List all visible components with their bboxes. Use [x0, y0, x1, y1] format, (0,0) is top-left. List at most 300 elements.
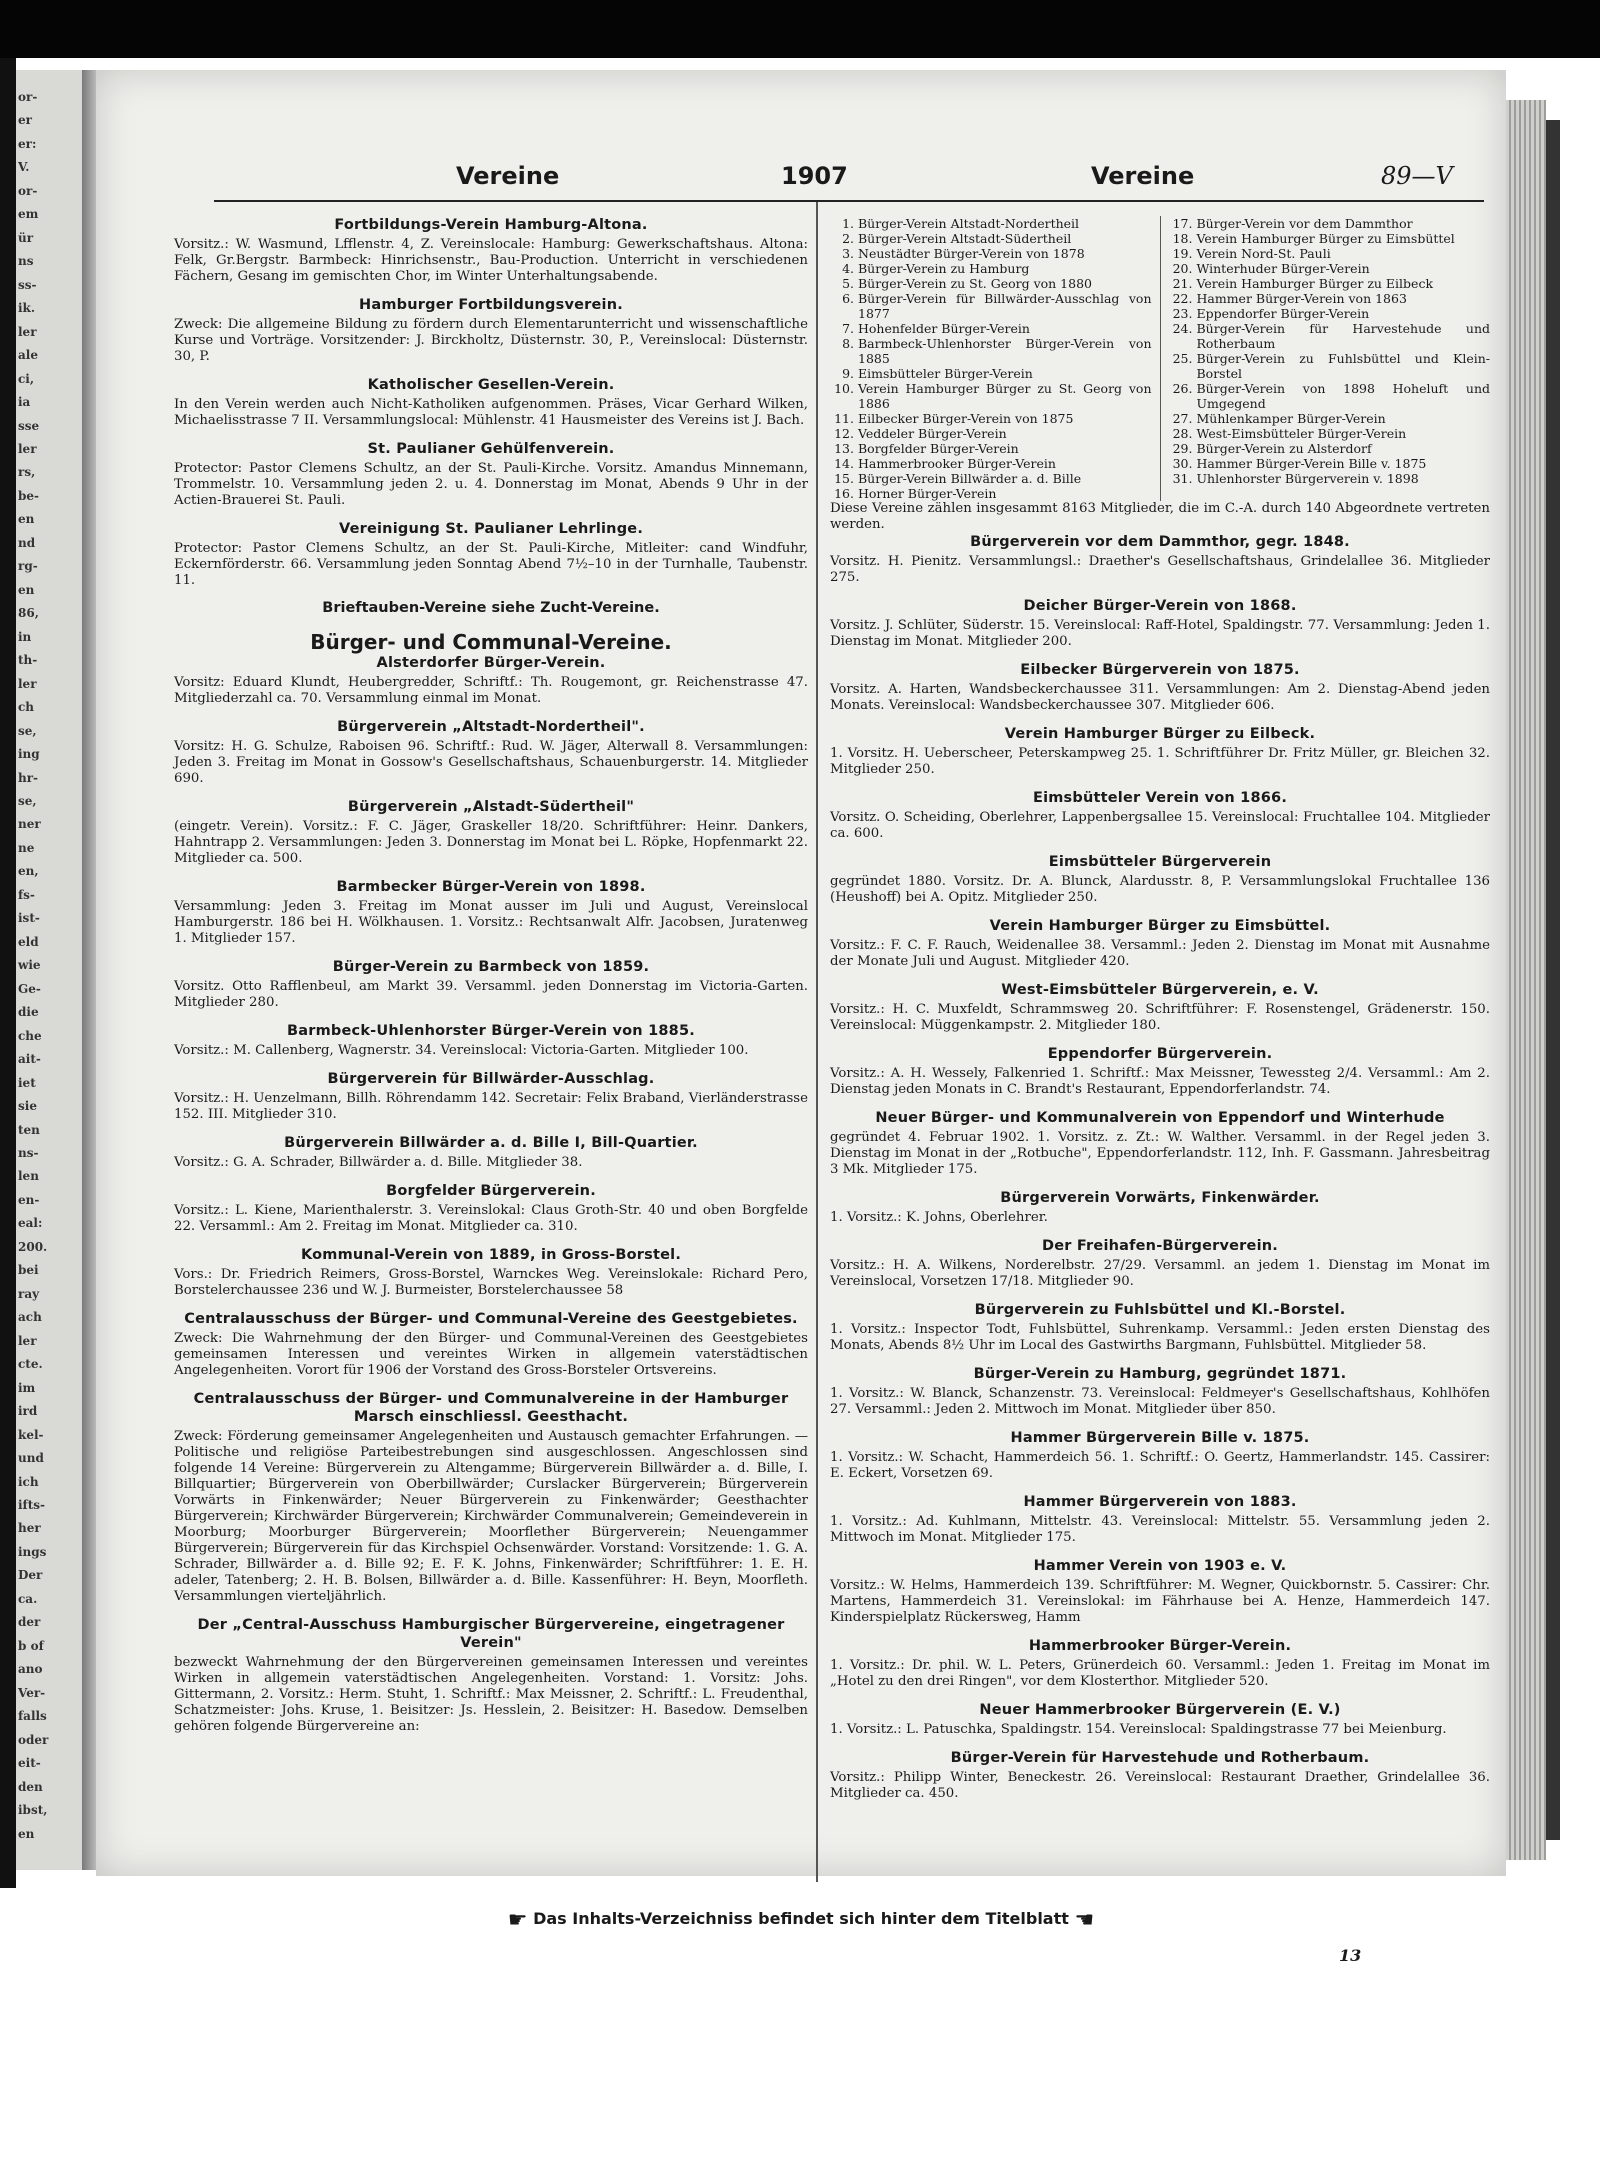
member-number: 2.	[842, 231, 854, 246]
member-number: 5.	[842, 276, 854, 291]
adjacent-page-fragment: or-	[18, 90, 38, 104]
member-list-item	[1169, 471, 1491, 486]
association-entry	[830, 725, 1490, 778]
scan-right-band	[1546, 120, 1560, 1840]
adjacent-page-fragment: ray	[18, 1287, 40, 1301]
member-name: Bürger-Verein zu St. Georg von 1880	[858, 276, 1092, 291]
association-text: Protector: Pastor Clemens Schultz, an der St. Pauli-Kirche. Vorsitz. Amandus Minnemann, Trommelstr. 10. Versammlung jeden 2. u. 4. Donnerstag im Monat, Abends 9 Uhr in der Actien-Brauerei St. Pauli.	[174, 461, 808, 508]
association-text: Vorsitz. J. Schlüter, Süderstr. 15. Vereinslocal: Raff-Hotel, Spaldingstr. 77. Versammlung: Jeden 1. Dienstag im Monat. Mitglieder 200.	[830, 618, 1490, 649]
association-title: Bürgerverein für Billwärder-Ausschlag.	[327, 1071, 655, 1087]
pointing-hand-right-icon: ☛	[507, 1908, 528, 1933]
association-entry	[174, 958, 808, 1011]
member-name: Hammerbrooker Bürger-Verein	[858, 456, 1056, 471]
association-entry	[174, 878, 808, 947]
adjacent-page-fragment: im	[18, 1381, 36, 1395]
printer-signature: 13	[1339, 1946, 1362, 1965]
association-entry	[174, 1310, 808, 1379]
member-list-item	[1169, 381, 1491, 411]
association-title: Neuer Bürger- und Kommunalverein von Eppendorf und Winterhude	[875, 1110, 1445, 1126]
association-text: 1. Vorsitz.: L. Patuschka, Spaldingstr. 154. Vereinslocal: Spaldingstrasse 77 bei Meienburg.	[830, 1722, 1447, 1737]
adjacent-page-fragment: ibst,	[18, 1803, 48, 1817]
scan-top-band	[0, 0, 1600, 58]
association-entry	[830, 1045, 1490, 1098]
association-text: Vorsitz. Otto Rafflenbeul, am Markt 39. Versamml. jeden Donnerstag im Victoria-Garten. Mitglieder 280.	[174, 979, 808, 1010]
right-column	[830, 216, 1490, 1813]
member-list-item	[830, 261, 1152, 276]
member-number: 25.	[1172, 351, 1193, 366]
member-name: Bürger-Verein Altstadt-Nordertheil	[858, 216, 1080, 231]
member-list-item	[830, 426, 1152, 441]
association-title: Hamburger Fortbildungsverein.	[359, 297, 623, 313]
adjacent-page-fragment: ale	[18, 348, 38, 362]
member-list-item	[830, 486, 1152, 501]
adjacent-page-fragment: ings	[18, 1545, 47, 1559]
member-name: Verein Hamburger Bürger zu St. Georg von 1886	[858, 381, 1152, 411]
association-text: Vorsitz.: H. Uenzelmann, Billh. Röhrendamm 142. Secretair: Felix Braband, Vierländerstrasse 152. III. Mitglieder 310.	[174, 1091, 808, 1122]
page-number: 89—V	[1381, 162, 1453, 190]
member-name: Bürger-Verein von 1898 Hoheluft und Umgegend	[1196, 381, 1490, 411]
member-name: Horner Bürger-Verein	[858, 486, 997, 501]
adjacent-page-fragment: ing	[18, 747, 40, 761]
member-number: 30.	[1172, 456, 1193, 471]
association-entry	[174, 520, 808, 589]
adjacent-page-fragment: ait-	[18, 1052, 41, 1066]
member-list-item	[830, 441, 1152, 456]
association-text: Vorsitz.: A. H. Wessely, Falkenried 1. Schriftf.: Max Meissner, Tewessteg 2/4. Versamml.: Am 2. Dienstag jeden Monats in C. Brandt's Restaurant, Eppendorferlandstr. 74.	[830, 1066, 1490, 1097]
member-name: Veddeler Bürger-Verein	[858, 426, 1007, 441]
member-list-item	[830, 231, 1152, 246]
association-text: Vorsitz.: F. C. F. Rauch, Weidenallee 38. Versamml.: Jeden 2. Dienstag im Monat mit Ausnahme der Monate Juli und August. Mitglieder 420.	[830, 938, 1490, 969]
adjacent-page-fragment: den	[18, 1780, 43, 1794]
header-rule	[214, 200, 1484, 202]
adjacent-page-fragment: th-	[18, 653, 38, 667]
member-number: 29.	[1172, 441, 1193, 456]
association-title: Borgfelder Bürgerverein.	[386, 1183, 596, 1199]
member-name: Neustädter Bürger-Verein von 1878	[858, 246, 1085, 261]
association-title: Bürger-Verein für Harvestehude und Rotherbaum.	[950, 1750, 1370, 1766]
adjacent-page-fragment: die	[18, 1005, 39, 1019]
adjacent-page-fragment: kel-	[18, 1428, 44, 1442]
association-entry	[174, 1134, 808, 1171]
association-text: 1. Vorsitz.: Dr. phil. W. L. Peters, Grünerdeich 60. Versamml.: Jeden 1. Freitag im Monat im „Hotel zu den drei Ringen", vor dem Klosterthor. Mitglieder 520.	[830, 1658, 1490, 1689]
association-entry	[830, 853, 1490, 906]
association-entry	[174, 1616, 808, 1735]
adjacent-page-fragment: ner	[18, 817, 41, 831]
adjacent-page-fragment: oder	[18, 1733, 49, 1747]
adjacent-page-fragment: ler	[18, 442, 37, 456]
adjacent-page-fragment: ns	[18, 254, 34, 268]
member-list-item	[830, 411, 1152, 426]
association-title: Hammerbrooker Bürger-Verein.	[1028, 1638, 1292, 1654]
member-number: 17.	[1172, 216, 1193, 231]
association-text: gegründet 4. Februar 1902. 1. Vorsitz. z. Zt.: W. Walther. Versamml. in der Regel jeden 3. Dienstag im Monat in der „Rotbuche", Eppendorferlandstr. 112, Inh. F. Gassmann. Jahresbeitrag 3 Mk. Mitglieder 175.	[830, 1130, 1490, 1177]
association-entry	[830, 1637, 1490, 1690]
association-title: Hammer Verein von 1903 e. V.	[1033, 1558, 1287, 1574]
association-entry	[174, 216, 808, 285]
association-entry	[830, 1701, 1490, 1738]
member-number: 28.	[1172, 426, 1193, 441]
main-heading: Bürger- und Communal-Vereine.	[310, 630, 672, 654]
association-text: Vorsitz.: H. A. Wilkens, Norderelbstr. 27/29. Versamml. an jedem 1. Dienstag im Monat im Vereinslocal, Vorsetzen 17/18. Mitglieder 90.	[830, 1258, 1490, 1289]
book-gutter	[82, 70, 96, 1870]
member-list-item	[830, 366, 1152, 381]
adjacent-page-fragment: or-	[18, 184, 38, 198]
association-title: Hammer Bürgerverein von 1883.	[1023, 1494, 1297, 1510]
adjacent-page-fragment: Ge-	[18, 982, 41, 996]
association-entry	[830, 1429, 1490, 1482]
adjacent-page-fragment: che	[18, 1029, 42, 1043]
member-list-item	[1169, 456, 1491, 471]
adjacent-page-fragment: ler	[18, 677, 37, 691]
association-entry	[174, 376, 808, 429]
member-name: Mühlenkamper Bürger-Verein	[1196, 411, 1386, 426]
association-title: Verein Hamburger Bürger zu Eimsbüttel.	[989, 918, 1331, 934]
member-number: 13.	[834, 441, 854, 456]
adjacent-page-fragment: sie	[18, 1099, 37, 1113]
association-text: Protector: Pastor Clemens Schultz, an der St. Pauli-Kirche, Mitleiter: cand Windfuhr, Eckernförderstr. 66. Versammlung jeden Sonntag Abend 7½–10 in der Turnhalle, Taubenstr. 11.	[174, 541, 808, 588]
association-entry	[830, 917, 1490, 970]
member-number: 15.	[834, 471, 854, 486]
adjacent-page-fragment: her	[18, 1521, 41, 1535]
association-entry	[830, 981, 1490, 1034]
member-number: 26.	[1172, 381, 1193, 396]
adjacent-page-fragment: ia	[18, 395, 31, 409]
member-list-item	[1169, 411, 1491, 426]
association-title: Eppendorfer Bürgerverein.	[1047, 1046, 1273, 1062]
adjacent-page-fragment: en,	[18, 864, 39, 878]
association-title: Verein Hamburger Bürger zu Eilbeck.	[1004, 726, 1316, 742]
member-number: 12.	[834, 426, 854, 441]
association-entry	[174, 1182, 808, 1235]
member-name: Bürger-Verein zu Alsterdorf	[1196, 441, 1372, 456]
member-list-right	[1161, 216, 1491, 501]
association-text: Vorsitz: H. G. Schulze, Raboisen 96. Schriftf.: Rud. W. Jäger, Alterwall 8. Versammlungen: Jeden 3. Freitag im Monat in Gossow's Gesellschaftshaus, Schauenburgerstr. 14. Mitglieder 690.	[174, 739, 808, 786]
adjacent-page-fragment: falls	[18, 1709, 47, 1723]
adjacent-page-fragment: eit-	[18, 1756, 41, 1770]
association-entry	[830, 533, 1490, 586]
association-text: Vorsitz.: G. A. Schrader, Billwärder a. d. Bille. Mitglieder 38.	[174, 1155, 583, 1170]
member-list-item	[830, 336, 1152, 366]
adjacent-page-fragment: er	[18, 113, 32, 127]
member-list-item	[1169, 426, 1491, 441]
association-text: Zweck: Die Wahrnehmung der den Bürger- und Communal-Vereinen des Geestgebietes gemeinsamen Interessen und vereintes Wirken in allgemein vaterstädtischen Angelegenheiten. Vorort für 1906 der Vorstand des Gross-Borsteler Ortsvereins.	[174, 1331, 808, 1378]
member-list-item	[830, 471, 1152, 486]
adjacent-page-fragment: nd	[18, 536, 36, 550]
header-left: Vereine	[456, 162, 560, 190]
association-text: Vorsitz.: Philipp Winter, Beneckestr. 26. Vereinslocal: Restaurant Draether, Grindelallee 36. Mitglieder ca. 450.	[830, 1770, 1490, 1801]
member-associations-table	[830, 216, 1490, 501]
adjacent-page-fragment: ür	[18, 231, 34, 245]
adjacent-page-fragment: ich	[18, 1475, 39, 1489]
member-name: Bürger-Verein Billwärder a. d. Bille	[858, 471, 1082, 486]
member-number: 16.	[834, 486, 854, 501]
association-entry	[830, 1557, 1490, 1626]
association-text: 1. Vorsitz.: W. Schacht, Hammerdeich 56. 1. Schriftf.: O. Geertz, Hammerlandstr. 145. Cassirer: E. Eckert, Vorsetzen 69.	[830, 1450, 1490, 1481]
adjacent-page-fragment: ci,	[18, 372, 35, 386]
association-entry	[830, 1365, 1490, 1418]
member-name: Uhlenhorster Bürgerverein v. 1898	[1196, 471, 1419, 486]
member-number: 7.	[842, 321, 854, 336]
member-list-item	[830, 216, 1152, 231]
member-name: West-Eimsbütteler Bürger-Verein	[1196, 426, 1407, 441]
association-entry	[830, 1237, 1490, 1290]
association-text: Zweck: Förderung gemeinsamer Angelegenheiten und Austausch gemachter Erfahrungen. — Politische und religiöse Parteibestrebungen sind ausgeschlossen. Angeschlossen sind folgende 14 Vereine: Bürgerverein zu Altengamme; Bürgerverein Billwärder a. d. Bille, I. Billquartier; Bürgerverein von Oberbillwärder; Curslacker Bürgerverein; Bürgerverein Vorwärts in Finkenwärder; Neuer Bürgerverein zu Finkenwärder; Geesthachter Bürgerverein; Kirchwärder Bürgerverein; Kirchwärder Communalverein; Gemeindeverein in Moorburg; Moorburger Bürgerverein; Moorflether Bürgerverein; Neuengammer Bürgerverein; Bürgerverein für das Kirchspiel Ochsenwärder. Vorstand: Vorsitzende: 1. G. A. Schrader, Billwärder a. d. Bille 92; E. F. K. Johns, Finkenwärder; Schriftführer: 1. E. H. adeler, Tatenberg; 2. H. B. Bolsen, Billwärder a. d. Bille. Kassenführer: H. Beyn, Moorfleth. Versammlungen vierteljährlich.	[174, 1429, 808, 1604]
adjacent-page-fragment: se,	[18, 794, 37, 808]
adjacent-page-fragment: fs-	[18, 888, 35, 902]
association-text: Vorsitz.: M. Callenberg, Wagnerstr. 34. Vereinslocal: Victoria-Garten. Mitglieder 100.	[174, 1043, 749, 1058]
association-list-2	[174, 654, 808, 1735]
adjacent-page-fragment: ano	[18, 1662, 43, 1676]
adjacent-page-fragment: ik.	[18, 301, 36, 315]
member-name: Bürger-Verein vor dem Dammthor	[1196, 216, 1413, 231]
adjacent-page-fragment: ird	[18, 1404, 38, 1418]
association-title: Alsterdorfer Bürger-Verein.	[376, 655, 606, 671]
adjacent-page-fragment: eld	[18, 935, 39, 949]
member-number: 14.	[834, 456, 854, 471]
association-entry	[174, 654, 808, 707]
adjacent-page-fragment: en-	[18, 1193, 40, 1207]
adjacent-page-fragment: cte.	[18, 1357, 43, 1371]
directory-page	[96, 70, 1506, 1965]
member-list-item	[1169, 321, 1491, 351]
association-entry	[830, 789, 1490, 842]
member-name: Eilbecker Bürger-Verein von 1875	[858, 411, 1074, 426]
member-name: Verein Hamburger Bürger zu Eilbeck	[1196, 276, 1434, 291]
member-number: 19.	[1172, 246, 1193, 261]
adjacent-page-fragment: ns-	[18, 1146, 39, 1160]
member-name: Hammer Bürger-Verein von 1863	[1196, 291, 1407, 306]
association-text: 1. Vorsitz.: Inspector Todt, Fuhlsbüttel, Suhrenkamp. Versamml.: Jeden ersten Dienstag des Monats, Abends 8½ Uhr im Local des Gastwirths Bargmann, Fuhlsbüttel. Mitglieder 58.	[830, 1322, 1490, 1353]
adjacent-page-fragment: rg-	[18, 559, 38, 573]
association-entry	[830, 1493, 1490, 1546]
association-title: Bürger-Verein zu Hamburg, gegründet 1871.	[973, 1366, 1347, 1382]
association-text: bezweckt Wahrnehmung der den Bürgervereinen gemeinsamen Interessen und vereintes Wirken in allgemein vaterstädtischen Angelegenheiten. Vorstand: 1. Vorsitz: Johs. Gittermann, 2. Vorsitz.: Herm. Stuht, 1. Schriftf.: Max Meissner, 2. Schriftf.: L. Freudenthal, Schatzmeister: Johs. Kruse, 1. Beisitzer: Js. Hesslein, 2. Beisitzer: H. Basedow. Demselben gehören folgende Bürgervereine an:	[174, 1655, 808, 1734]
association-entry	[830, 1301, 1490, 1354]
member-name: Verein Nord-St. Pauli	[1196, 246, 1331, 261]
association-title: Eilbecker Bürgerverein von 1875.	[1020, 662, 1300, 678]
member-list-item	[1169, 246, 1491, 261]
member-number: 18.	[1172, 231, 1193, 246]
adjacent-page-fragment: ch	[18, 700, 35, 714]
adjacent-page-fragment: ten	[18, 1123, 40, 1137]
member-number: 20.	[1172, 261, 1193, 276]
association-list-3	[830, 533, 1490, 1802]
association-text: gegründet 1880. Vorsitz. Dr. A. Blunck, Alardusstr. 8, P. Versammlungslokal Fruchtallee 136 (Heushoff) bei A. Opitz. Mitglieder 250.	[830, 874, 1490, 905]
member-name: Winterhuder Bürger-Verein	[1196, 261, 1370, 276]
association-entry	[174, 1022, 808, 1059]
adjacent-page-fragment: sse	[18, 419, 40, 433]
adjacent-page-fragment: ist-	[18, 911, 40, 925]
association-entry	[174, 1246, 808, 1299]
footer-note	[96, 1908, 1506, 1933]
association-title: West-Eimsbütteler Bürgerverein, e. V.	[1001, 982, 1319, 998]
member-name: Eimsbütteler Bürger-Verein	[858, 366, 1033, 381]
member-list-item	[830, 246, 1152, 261]
member-list-item	[1169, 351, 1491, 381]
adjacent-page-fragment: ss-	[18, 278, 37, 292]
adjacent-page-fragment: V.	[18, 160, 30, 174]
page-stack-edge	[1506, 100, 1546, 1860]
association-entry	[174, 1070, 808, 1123]
adjacent-page-fragment: ler	[18, 1334, 37, 1348]
association-title: Bürgerverein „Altstadt-Nordertheil".	[337, 719, 645, 735]
association-title: Eimsbütteler Bürgerverein	[1048, 854, 1272, 870]
adjacent-page-fragment: rs,	[18, 465, 36, 479]
pointing-hand-left-icon: ☚	[1074, 1908, 1095, 1933]
adjacent-page-fragment: em	[18, 207, 39, 221]
member-name: Verein Hamburger Bürger zu Eimsbüttel	[1196, 231, 1455, 246]
member-list-item	[1169, 276, 1491, 291]
adjacent-page-fragment: ach	[18, 1310, 42, 1324]
association-title: Centralausschuss der Bürger- und Communalvereine in der Hamburger Marsch einschliessl. Geesthacht.	[193, 1391, 789, 1425]
association-title: Fortbildungs-Verein Hamburg-Altona.	[334, 217, 648, 233]
adjacent-page-fragment: en	[18, 512, 35, 526]
member-list-item	[1169, 306, 1491, 321]
member-list-item	[1169, 291, 1491, 306]
member-number: 4.	[842, 261, 854, 276]
member-number: 31.	[1172, 471, 1193, 486]
member-number: 27.	[1172, 411, 1193, 426]
association-text: 1. Vorsitz.: W. Blanck, Schanzenstr. 73. Vereinslocal: Feldmeyer's Gesellschaftshaus, Kohlhöfen 27. Versamml.: Jeden 2. Mittwoch im Monat. Mitglieder über 850.	[830, 1386, 1490, 1417]
member-name: Bürger-Verein zu Hamburg	[858, 261, 1030, 276]
association-title: St. Paulianer Gehülfenverein.	[367, 441, 615, 457]
member-list-item	[830, 276, 1152, 291]
adjacent-page-fragment: Ver-	[18, 1686, 46, 1700]
association-text: In den Verein werden auch Nicht-Katholiken aufgenommen. Präses, Vicar Gerhard Wilken, Michaelisstrasse 7 II. Versammlungslocal: Mühlenstr. 41 Hausmeister des Vereins ist J. Bach.	[174, 397, 808, 428]
association-title: Bürgerverein „Alstadt-Südertheil"	[347, 799, 635, 815]
association-text: Versammlung: Jeden 3. Freitag im Monat ausser im Juli und August, Vereinslocal Hamburgerstr. 186 bei H. Wölkhausen. 1. Vorsitz.: Rechtsanwalt Alfr. Jacobsen, Juratenweg 1. Mitglieder 157.	[174, 899, 808, 946]
member-number: 6.	[842, 291, 854, 306]
association-text: 1. Vorsitz.: K. Johns, Oberlehrer.	[830, 1210, 1048, 1225]
member-list-item	[1169, 261, 1491, 276]
member-name: Borgfelder Bürger-Verein	[858, 441, 1019, 456]
association-title: Hammer Bürgerverein Bille v. 1875.	[1010, 1430, 1310, 1446]
adjacent-page-fragment: 200.	[18, 1240, 48, 1254]
adjacent-page-fragment: wie	[18, 958, 41, 972]
header-year: 1907	[781, 162, 848, 190]
association-text: Vorsitz.: H. C. Muxfeldt, Schrammsweg 20. Schriftführer: F. Rosenstengel, Grädenerstr. 150. Vereinslocal: Müggenkampstr. 2. Mitglieder 180.	[830, 1002, 1490, 1033]
association-entry	[174, 1390, 808, 1605]
association-title: Barmbeck-Uhlenhorster Bürger-Verein von 1885.	[287, 1023, 695, 1039]
association-title: Neuer Hammerbrooker Bürgerverein (E. V.)	[979, 1702, 1341, 1718]
member-number: 1.	[842, 216, 854, 231]
association-title: Katholischer Gesellen-Verein.	[367, 377, 615, 393]
association-title: Bürgerverein Billwärder a. d. Bille I, Bill-Quartier.	[284, 1135, 698, 1151]
footer-text: Das Inhalts-Verzeichniss befindet sich hinter dem Titelblatt	[533, 1909, 1069, 1928]
association-title: Barmbecker Bürger-Verein von 1898.	[336, 879, 646, 895]
adjacent-page-fragment: en	[18, 1827, 35, 1841]
association-text: Vorsitz. A. Harten, Wandsbeckerchaussee 311. Versammlungen: Am 2. Dienstag-Abend jeden Monats. Vereinslocal: Wandsbeckerchaussee 307. Mitglieder 606.	[830, 682, 1490, 713]
adjacent-page-fragment: be-	[18, 489, 40, 503]
adjacent-page-fragment: len	[18, 1169, 39, 1183]
member-number: 11.	[834, 411, 854, 426]
adjacent-page-fragment: ca.	[18, 1592, 38, 1606]
association-text: (eingetr. Verein). Vorsitz.: F. C. Jäger, Graskeller 18/20. Schriftführer: Heinr. Dankers, Hahntrapp 2. Versammlungen: Jeden 3. Donnerstag im Monat bei L. Röpke, Hopfenmarkt 22. Mitglieder ca. 500.	[174, 819, 808, 866]
member-number: 3.	[842, 246, 854, 261]
member-number: 24.	[1172, 321, 1193, 336]
association-text: Zweck: Die allgemeine Bildung zu fördern durch Elementarunterricht und wissenschaftliche Kurse und Vorträge. Vorsitzender: J. Birckholtz, Düsternstr. 30, P., Vereinslocal: Düsternstr. 30, P.	[174, 317, 808, 364]
association-text: Vorsitz.: L. Kiene, Marienthalerstr. 3. Vereinslokal: Claus Groth-Str. 40 und oben Borgfelde 22. Versamml.: Am 2. Freitag im Monat. Mitglieder ca. 310.	[174, 1203, 808, 1234]
adjacent-page-fragment: in	[18, 630, 32, 644]
member-list-item	[830, 321, 1152, 336]
association-title: Vereinigung St. Paulianer Lehrlinge.	[338, 521, 644, 537]
association-entry	[830, 661, 1490, 714]
association-title: Der „Central-Ausschuss Hamburgischer Bürgervereine, eingetragener Verein"	[197, 1617, 785, 1651]
member-name: Bürger-Verein für Billwärder-Ausschlag von 1877	[858, 291, 1152, 321]
adjacent-page-fragment: iet	[18, 1076, 36, 1090]
association-title: Bürger-Verein zu Barmbeck von 1859.	[332, 959, 650, 975]
member-name: Bürger-Verein zu Fuhlsbüttel und Klein-Borstel	[1196, 351, 1490, 381]
member-name: Hohenfelder Bürger-Verein	[858, 321, 1030, 336]
member-number: 9.	[842, 366, 854, 381]
member-number: 22.	[1172, 291, 1193, 306]
member-name: Bürger-Verein Altstadt-Südertheil	[858, 231, 1072, 246]
association-text: 1. Vorsitz. H. Ueberscheer, Peterskampweg 25. 1. Schriftführer Dr. Fritz Müller, gr. Bleichen 32. Mitglieder 250.	[830, 746, 1490, 777]
association-title: Eimsbütteler Verein von 1866.	[1032, 790, 1288, 806]
adjacent-page-fragment: er:	[18, 137, 37, 151]
scan-left-band	[0, 58, 16, 1888]
association-text: 1. Vorsitz.: Ad. Kuhlmann, Mittelstr. 43. Vereinslocal: Mittelstr. 55. Versammlung jeden 2. Mittwoch im Monat. Mitglieder 175.	[830, 1514, 1490, 1545]
member-list-item	[830, 291, 1152, 321]
association-text: Vors.: Dr. Friedrich Reimers, Gross-Borstel, Warnckes Weg. Vereinslokale: Richard Pero, Borstelerchaussee 236 und W. J. Burmeister, Borstelerchaussee 58	[174, 1267, 808, 1298]
adjacent-page-fragment: Der	[18, 1568, 43, 1582]
association-entry	[830, 597, 1490, 650]
adjacent-page-fragment: hr-	[18, 771, 39, 785]
association-text: Vorsitz: Eduard Klundt, Heubergredder, Schriftf.: Th. Rougemont, gr. Reichenstrasse 47. Mitgliederzahl ca. 70. Versammlung einmal im Monat.	[174, 675, 808, 706]
adjacent-page-fragment: der	[18, 1615, 41, 1629]
member-name: Barmbeck-Uhlenhorster Bürger-Verein von 1885	[858, 336, 1152, 366]
adjacent-page-fragment: b of	[18, 1639, 44, 1653]
association-entry	[174, 798, 808, 867]
member-list-left	[830, 216, 1161, 501]
association-entry	[174, 296, 808, 365]
association-entry	[830, 1109, 1490, 1178]
member-summary: Diese Vereine zählen insgesammt 8163 Mitglieder, die im C.-A. durch 140 Abgeordnete vertreten werden.	[830, 501, 1490, 532]
association-title: Centralausschuss der Bürger- und Communal-Vereine des Geestgebietes.	[184, 1311, 798, 1327]
association-text: Vorsitz. H. Pienitz. Versammlungsl.: Draether's Gesellschaftshaus, Grindelallee 36. Mitglieder 275.	[830, 554, 1490, 585]
column-divider	[816, 202, 818, 1882]
association-title: Kommunal-Verein von 1889, in Gross-Borstel.	[300, 1247, 682, 1263]
association-title: Bürgerverein Vorwärts, Finkenwärder.	[1000, 1190, 1320, 1206]
member-number: 10.	[834, 381, 854, 396]
member-name: Eppendorfer Bürger-Verein	[1196, 306, 1370, 321]
member-number: 23.	[1172, 306, 1193, 321]
association-entry	[830, 1189, 1490, 1226]
adjacent-page-sliver	[16, 70, 82, 1870]
adjacent-page-fragment: bei	[18, 1263, 39, 1277]
adjacent-page-fragment: und	[18, 1451, 44, 1465]
member-list-item	[830, 456, 1152, 471]
running-header	[96, 162, 1506, 196]
adjacent-page-fragment: en	[18, 583, 35, 597]
adjacent-page-fragment: se,	[18, 724, 37, 738]
adjacent-page-fragment: ifts-	[18, 1498, 45, 1512]
association-text: Vorsitz. O. Scheiding, Oberlehrer, Lappenbergsallee 15. Vereinslocal: Fruchtallee 104. Mitglieder ca. 600.	[830, 810, 1490, 841]
member-list-item	[1169, 441, 1491, 456]
association-entry	[174, 718, 808, 787]
member-name: Bürger-Verein für Harvestehude und Rotherbaum	[1196, 321, 1490, 351]
association-text: Vorsitz.: W. Helms, Hammerdeich 139. Schriftführer: M. Wegner, Quickbornstr. 5. Cassirer: Chr. Martens, Hammerdeich 31. Vereinslokal: im Fährhause bei A. Henze, Hammerdeich 147. Kinderspielplatz Rückersweg, Hamm	[830, 1578, 1490, 1625]
association-text: Vorsitz.: W. Wasmund, Lfflenstr. 4, Z. Vereinslocale: Hamburg: Gewerkschaftshaus. Altona: Felk, Gr.Bergstr. Barmbeck: Hinrichsenstr., Bau-Production. Unterricht in verschiedenen Fächern, Gesang im gemischten Chor, im Winter Unterhaltungsabende.	[174, 237, 808, 284]
association-title: Bürgerverein zu Fuhlsbüttel und Kl.-Borstel.	[974, 1302, 1346, 1318]
adjacent-page-fragment: ne	[18, 841, 35, 855]
association-title: Bürgerverein vor dem Dammthor, gegr. 1848.	[970, 534, 1350, 550]
brieftauben-note: Brieftauben-Vereine siehe Zucht-Vereine.	[322, 600, 660, 616]
member-number: 21.	[1172, 276, 1193, 291]
association-entry	[830, 1749, 1490, 1802]
member-list-item	[830, 381, 1152, 411]
association-title: Der Freihafen-Bürgerverein.	[1042, 1238, 1278, 1254]
